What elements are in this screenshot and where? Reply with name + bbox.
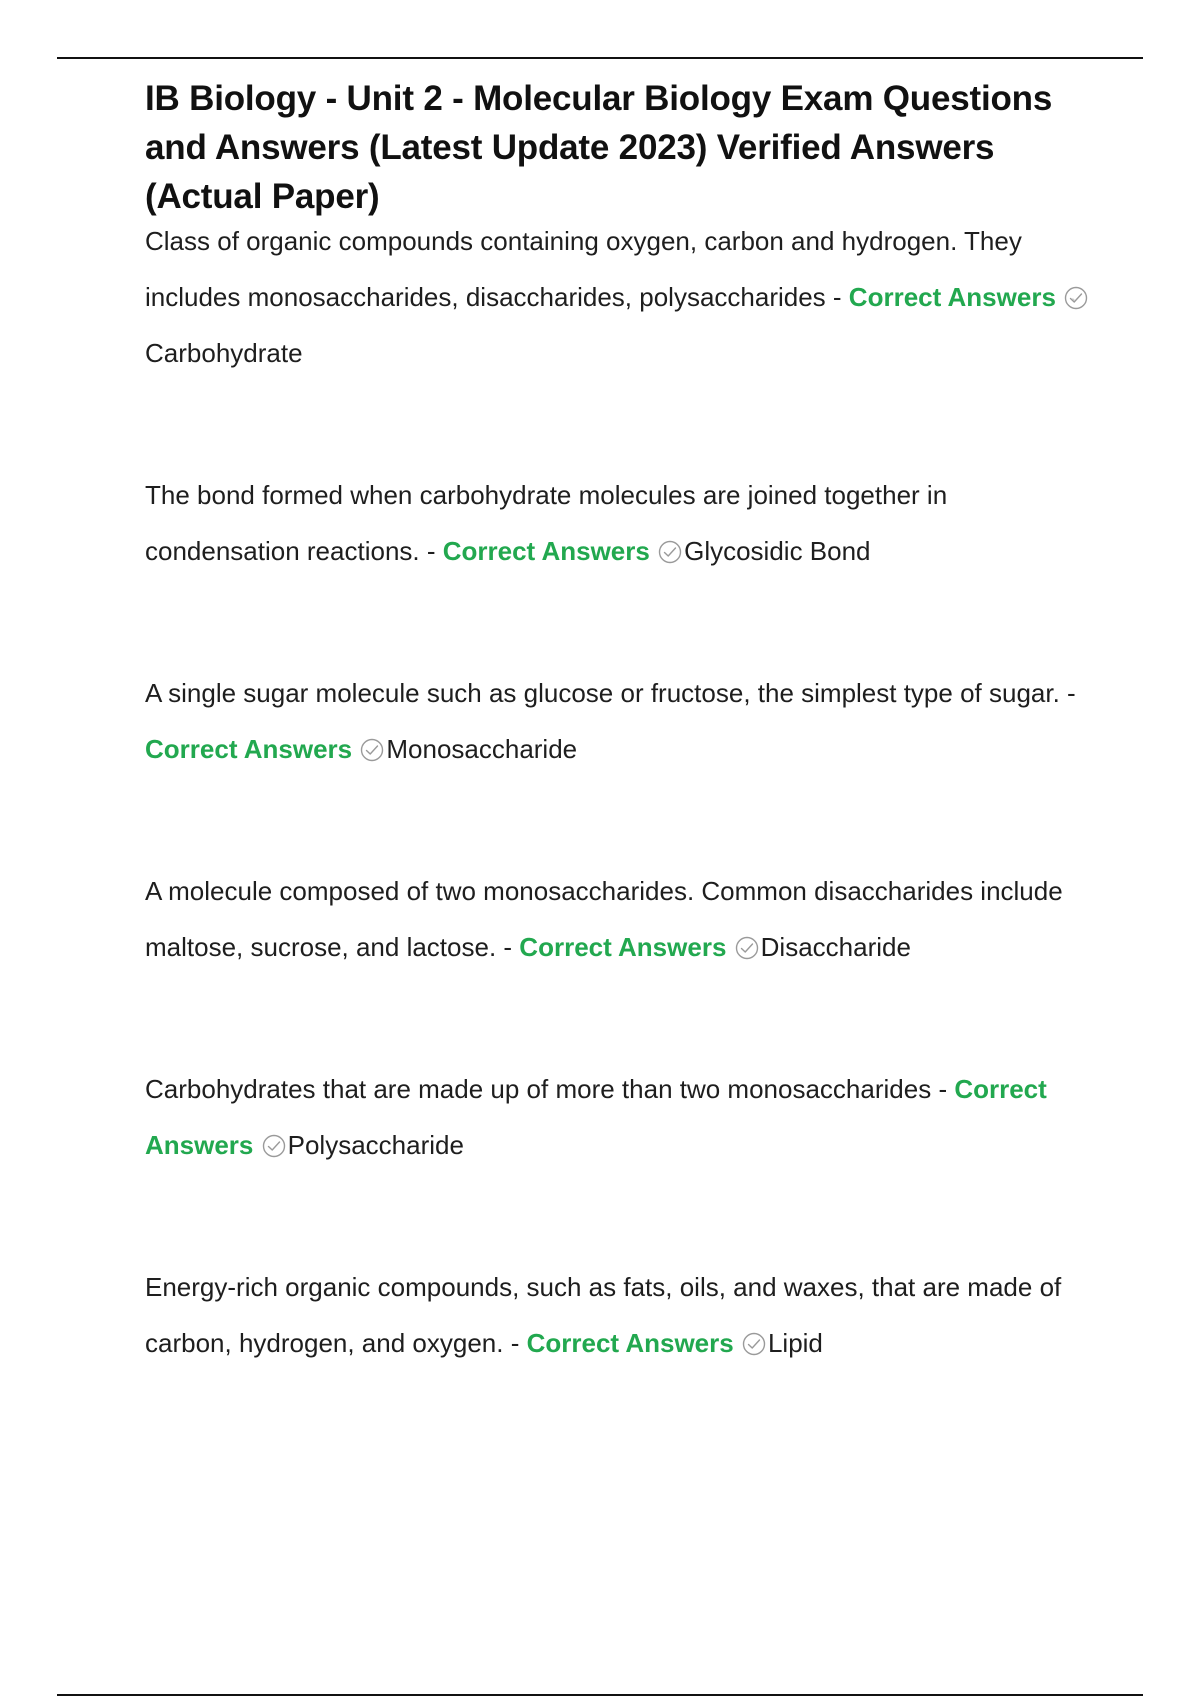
question-text: Energy-rich organic compounds, such as fats, oils, and waxes, that are made of carbon, hydrogen, and oxygen. [145,1272,1062,1358]
correct-answers-label: Correct Answers [526,1328,734,1358]
check-circle-icon [734,935,760,961]
qa-item [145,467,1105,579]
question-text: Carbohydrates that are made up of more than two monosaccharides [145,1074,932,1104]
correct-answers-label: Correct Answers [442,536,650,566]
bottom-rule [57,1694,1143,1696]
qa-item [145,665,1105,777]
correct-answers-label: Correct Answers [519,932,727,962]
check-circle-icon [1063,285,1089,311]
top-rule [57,57,1143,59]
answer-text: Lipid [767,1328,823,1358]
correct-answers-label: Correct Answers [145,1074,1047,1160]
qa-item [145,213,1105,381]
correct-answers-label: Correct Answers [145,734,353,764]
separator: - [1059,678,1076,708]
check-circle-icon [261,1133,287,1159]
question-text: A single sugar molecule such as glucose or fructose, the simplest type of sugar. [145,678,1060,708]
answer-text: Carbohydrate [145,338,303,368]
answer-text: Disaccharide [760,932,911,962]
check-circle-icon [657,539,683,565]
document-title: IB Biology - Unit 2 - Molecular Biology Exam Questions and Answers (Latest Update 2023) Verified Answers (Actual Paper) [145,79,1053,216]
qa-item [145,863,1105,975]
separator: - [496,932,520,962]
qa-item [145,1061,1105,1173]
separator: - [503,1328,527,1358]
answer-text: Monosaccharide [386,734,578,764]
separator: - [825,282,849,312]
check-circle-icon [741,1331,767,1357]
question-text: Class of organic compounds containing oxygen, carbon and hydrogen. They includes monosaccharides, disaccharides, polysaccharides [145,226,1022,312]
qa-item [145,1259,1105,1371]
question-text: A molecule composed of two monosaccharides. Common disaccharides include maltose, sucrose, and lactose. [145,876,1063,962]
separator: - [931,1074,955,1104]
check-circle-icon [359,737,385,763]
document-body [145,74,1105,1371]
question-text: The bond formed when carbohydrate molecules are joined together in condensation reactions. [145,480,948,566]
answer-text: Polysaccharide [287,1130,464,1160]
correct-answers-label: Correct Answers [848,282,1056,312]
answer-text: Glycosidic Bond [684,536,871,566]
separator: - [419,536,443,566]
